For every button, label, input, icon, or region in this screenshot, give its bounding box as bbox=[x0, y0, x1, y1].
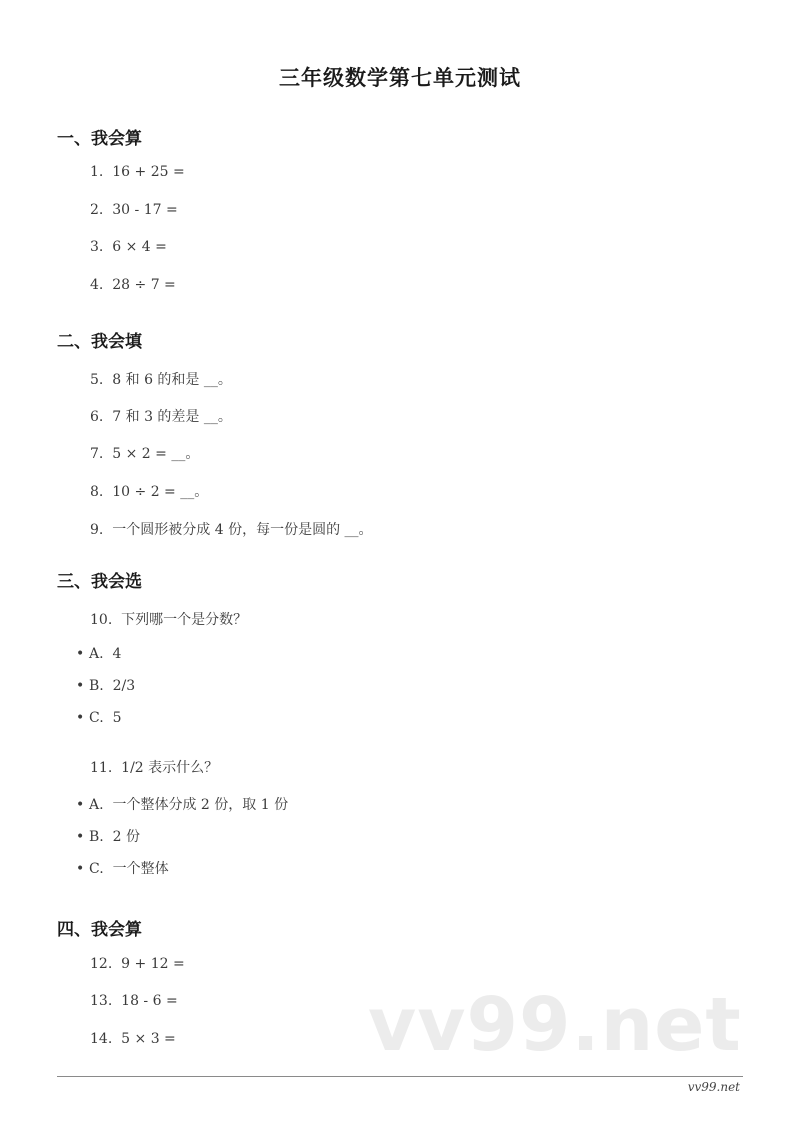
question-7: 7. 5 × 2 = __。 bbox=[90, 446, 200, 462]
question-1: 1. 16 + 25 = bbox=[90, 164, 185, 180]
question-5: 5. 8 和 6 的和是 __。 bbox=[90, 372, 232, 388]
option-10-a: • A. 4 bbox=[76, 646, 122, 662]
option-10-c: • C. 5 bbox=[76, 710, 122, 726]
option-11-a: • A. 一个整体分成 2 份，取 1 份 bbox=[76, 797, 289, 813]
bullet-icon: • bbox=[76, 710, 85, 726]
bullet-icon: • bbox=[76, 646, 85, 662]
bullet-icon: • bbox=[76, 829, 85, 845]
question-11: 11. 1/2 表示什么？ bbox=[90, 760, 219, 776]
question-4: 4. 28 ÷ 7 = bbox=[90, 277, 176, 293]
section-heading-4: 四、我会算 bbox=[57, 920, 142, 940]
option-11-c: • C. 一个整体 bbox=[76, 861, 169, 877]
option-11-b: • B. 2 份 bbox=[76, 829, 140, 845]
bullet-icon: • bbox=[76, 797, 85, 813]
section-heading-2: 二、我会填 bbox=[57, 332, 142, 352]
watermark: vv99.net bbox=[368, 982, 742, 1068]
question-12: 12. 9 + 12 = bbox=[90, 956, 185, 972]
question-8: 8. 10 ÷ 2 = __。 bbox=[90, 484, 209, 500]
question-6: 6. 7 和 3 的差是 __。 bbox=[90, 409, 232, 425]
page-title: 三年级数学第七单元测试 bbox=[279, 65, 521, 90]
question-3: 3. 6 × 4 = bbox=[90, 239, 167, 255]
question-10: 10. 下列哪一个是分数？ bbox=[90, 612, 248, 628]
question-9: 9. 一个圆形被分成 4 份，每一份是圆的 __。 bbox=[90, 522, 373, 538]
bullet-icon: • bbox=[76, 861, 85, 877]
question-13: 13. 18 - 6 = bbox=[90, 993, 178, 1009]
footer-divider bbox=[57, 1076, 743, 1077]
section-heading-1: 一、我会算 bbox=[57, 129, 142, 149]
footer-site: vv99.net bbox=[687, 1080, 740, 1094]
section-heading-3: 三、我会选 bbox=[57, 572, 142, 592]
question-2: 2. 30 - 17 = bbox=[90, 202, 178, 218]
option-10-b: • B. 2/3 bbox=[76, 678, 136, 694]
question-14: 14. 5 × 3 = bbox=[90, 1031, 176, 1047]
bullet-icon: • bbox=[76, 678, 85, 694]
